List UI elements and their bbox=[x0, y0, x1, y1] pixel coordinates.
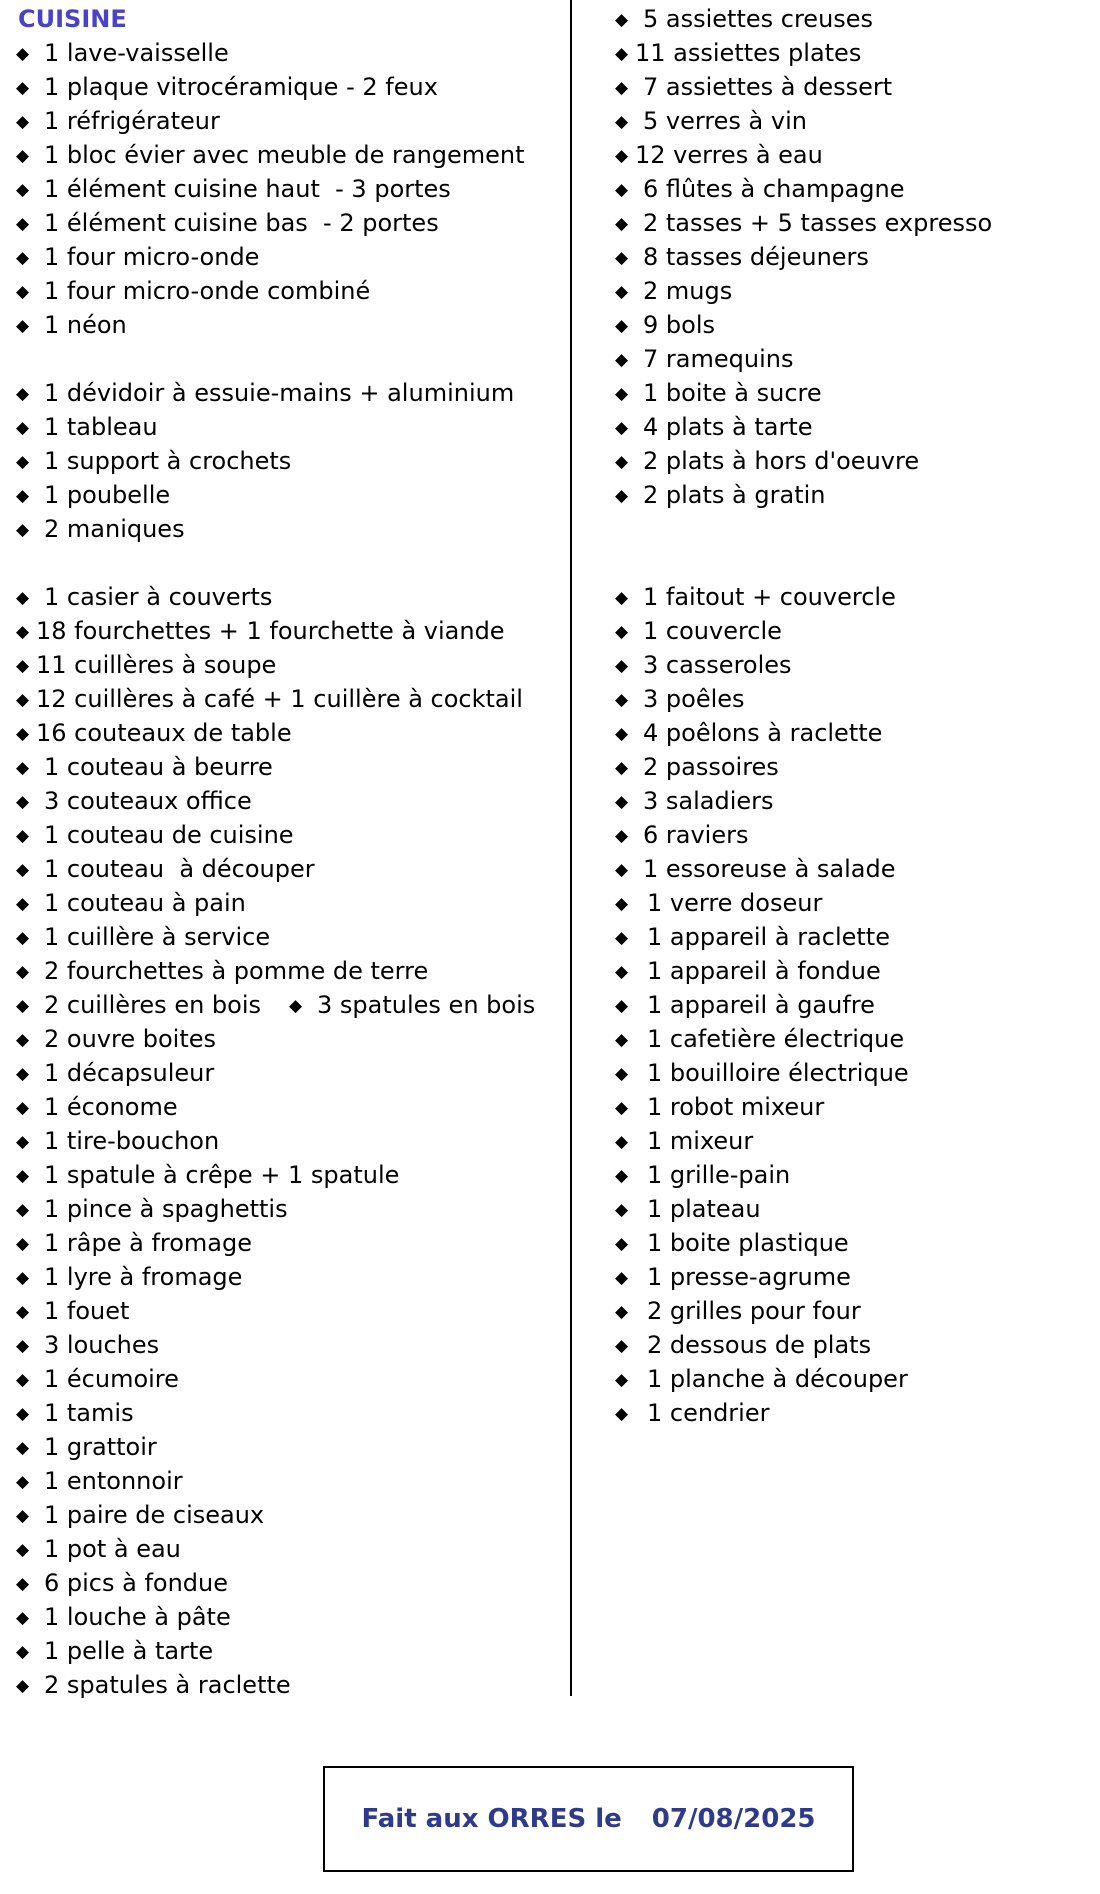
bullet-icon: ◆ bbox=[16, 996, 30, 1016]
bullet-icon: ◆ bbox=[16, 894, 30, 914]
list-item: ◆ 3 casseroles bbox=[615, 648, 1085, 682]
bullet-icon: ◆ bbox=[16, 1132, 30, 1152]
list-item: ◆ 2 fourchettes à pomme de terre bbox=[16, 954, 566, 988]
list-item: ◆ 11 assiettes plates bbox=[615, 36, 1085, 70]
bullet-icon: ◆ bbox=[16, 1064, 30, 1084]
list-item: ◆ 1 grattoir bbox=[16, 1430, 566, 1464]
bullet-icon: ◆ bbox=[16, 1438, 30, 1458]
bullet-icon: ◆ bbox=[615, 248, 629, 268]
list-item: ◆ 1 élément cuisine haut - 3 portes bbox=[16, 172, 566, 206]
list-item: ◆ 3 louches bbox=[16, 1328, 566, 1362]
list-item: ◆ 5 verres à vin bbox=[615, 104, 1085, 138]
list-item: ◆ 1 cafetière électrique bbox=[615, 1022, 1085, 1056]
list-item: ◆ 7 assiettes à dessert bbox=[615, 70, 1085, 104]
list-item: ◆ 1 boite à sucre bbox=[615, 376, 1085, 410]
bullet-icon: ◆ bbox=[615, 1234, 629, 1254]
bullet-icon: ◆ bbox=[615, 112, 629, 132]
list-item: ◆ 1 entonnoir bbox=[16, 1464, 566, 1498]
list-item: ◆ 1 dévidoir à essuie-mains + aluminium bbox=[16, 376, 566, 410]
bullet-icon: ◆ bbox=[16, 1166, 30, 1186]
list-item: ◆ 1 réfrigérateur bbox=[16, 104, 566, 138]
bullet-icon: ◆ bbox=[615, 350, 629, 370]
list-item: ◆ 1 élément cuisine bas - 2 portes bbox=[16, 206, 566, 240]
bullet-icon: ◆ bbox=[615, 860, 629, 880]
bullet-icon: ◆ bbox=[16, 928, 30, 948]
list-item: ◆ 1 lave-vaisselle bbox=[16, 36, 566, 70]
bullet-icon: ◆ bbox=[615, 282, 629, 302]
bullet-icon: ◆ bbox=[16, 622, 30, 642]
bullet-icon: ◆ bbox=[615, 656, 629, 676]
bullet-icon: ◆ bbox=[16, 690, 30, 710]
list-item: ◆ 1 lyre à fromage bbox=[16, 1260, 566, 1294]
bullet-icon: ◆ bbox=[16, 826, 30, 846]
list-item: ◆ 3 couteaux office bbox=[16, 784, 566, 818]
bullet-icon: ◆ bbox=[16, 248, 30, 268]
list-item: ◆ 9 bols bbox=[615, 308, 1085, 342]
bullet-icon: ◆ bbox=[16, 282, 30, 302]
list-item: ◆ 1 appareil à fondue bbox=[615, 954, 1085, 988]
bullet-icon: ◆ bbox=[16, 1574, 30, 1594]
list-item: ◆ 1 casier à couverts bbox=[16, 580, 566, 614]
signature-box bbox=[323, 1766, 854, 1872]
bullet-icon: ◆ bbox=[16, 1506, 30, 1526]
right-column-list bbox=[615, 2, 1085, 1430]
bullet-icon: ◆ bbox=[16, 1676, 30, 1696]
list-item: ◆ 2 grilles pour four bbox=[615, 1294, 1085, 1328]
list-item: ◆ 6 pics à fondue bbox=[16, 1566, 566, 1600]
bullet-icon: ◆ bbox=[16, 214, 30, 234]
bullet-icon: ◆ bbox=[16, 486, 30, 506]
list-item: ◆ 1 louche à pâte bbox=[16, 1600, 566, 1634]
list-item: ◆ 1 tableau bbox=[16, 410, 566, 444]
list-item: ◆ 2 passoires bbox=[615, 750, 1085, 784]
list-item: ◆ 1 tire-bouchon bbox=[16, 1124, 566, 1158]
list-item: ◆ 5 assiettes creuses bbox=[615, 2, 1085, 36]
list-item: ◆ 1 support à crochets bbox=[16, 444, 566, 478]
bullet-icon: ◆ bbox=[615, 316, 629, 336]
bullet-icon: ◆ bbox=[615, 78, 629, 98]
bullet-icon: ◆ bbox=[615, 452, 629, 472]
bullet-icon: ◆ bbox=[615, 214, 629, 234]
list-item: ◆ 1 couteau à beurre bbox=[16, 750, 566, 784]
list-item: ◆ 1 verre doseur bbox=[615, 886, 1085, 920]
bullet-icon: ◆ bbox=[16, 758, 30, 778]
list-item: ◆ 1 boite plastique bbox=[615, 1226, 1085, 1260]
bullet-icon: ◆ bbox=[615, 384, 629, 404]
list-item: ◆ 2 maniques bbox=[16, 512, 566, 546]
list-item: ◆ 1 plaque vitrocéramique - 2 feux bbox=[16, 70, 566, 104]
list-item: ◆ 7 ramequins bbox=[615, 342, 1085, 376]
bullet-icon: ◆ bbox=[16, 78, 30, 98]
bullet-icon: ◆ bbox=[615, 418, 629, 438]
list-item: ◆ 1 couvercle bbox=[615, 614, 1085, 648]
bullet-icon: ◆ bbox=[16, 1234, 30, 1254]
bullet-icon: ◆ bbox=[615, 1098, 629, 1118]
list-item: ◆ 4 plats à tarte bbox=[615, 410, 1085, 444]
bullet-icon: ◆ bbox=[16, 1608, 30, 1628]
bullet-icon: ◆ bbox=[615, 1200, 629, 1220]
bullet-icon: ◆ bbox=[16, 1200, 30, 1220]
list-item: ◆ 1 four micro-onde bbox=[16, 240, 566, 274]
bullet-icon: ◆ bbox=[615, 486, 629, 506]
list-item: ◆ 2 spatules à raclette bbox=[16, 1668, 566, 1702]
bullet-icon: ◆ bbox=[289, 996, 303, 1016]
bullet-icon: ◆ bbox=[615, 1030, 629, 1050]
list-item: ◆ 1 plateau bbox=[615, 1192, 1085, 1226]
list-item: ◆ 1 bouilloire électrique bbox=[615, 1056, 1085, 1090]
bullet-icon: ◆ bbox=[16, 1030, 30, 1050]
bullet-icon: ◆ bbox=[16, 656, 30, 676]
list-item: ◆ 1 économe bbox=[16, 1090, 566, 1124]
list-item: ◆ 1 paire de ciseaux bbox=[16, 1498, 566, 1532]
list-item: ◆ 2 cuillères en bois ◆ 3 spatules en bois bbox=[16, 988, 566, 1022]
bullet-icon: ◆ bbox=[615, 146, 629, 166]
list-item: ◆ 1 poubelle bbox=[16, 478, 566, 512]
bullet-icon: ◆ bbox=[16, 962, 30, 982]
bullet-icon: ◆ bbox=[615, 826, 629, 846]
bullet-icon: ◆ bbox=[615, 724, 629, 744]
list-item: ◆ 12 cuillères à café + 1 cuillère à cocktail bbox=[16, 682, 566, 716]
bullet-icon: ◆ bbox=[615, 996, 629, 1016]
list-item: ◆ 1 couteau à découper bbox=[16, 852, 566, 886]
bullet-icon: ◆ bbox=[615, 894, 629, 914]
list-item: ◆ 3 saladiers bbox=[615, 784, 1085, 818]
bullet-icon: ◆ bbox=[16, 452, 30, 472]
bullet-icon: ◆ bbox=[16, 316, 30, 336]
list-item: ◆ 1 décapsuleur bbox=[16, 1056, 566, 1090]
list-item: ◆ 1 râpe à fromage bbox=[16, 1226, 566, 1260]
bullet-icon: ◆ bbox=[16, 418, 30, 438]
list-item: ◆ 1 pince à spaghettis bbox=[16, 1192, 566, 1226]
list-item: ◆ 2 ouvre boites bbox=[16, 1022, 566, 1056]
bullet-icon: ◆ bbox=[615, 588, 629, 608]
bullet-icon: ◆ bbox=[16, 112, 30, 132]
list-item: ◆ 3 poêles bbox=[615, 682, 1085, 716]
list-item: ◆ 1 couteau à pain bbox=[16, 886, 566, 920]
list-item: ◆ 1 planche à découper bbox=[615, 1362, 1085, 1396]
list-item: ◆ 1 néon bbox=[16, 308, 566, 342]
list-item: ◆ 2 plats à gratin bbox=[615, 478, 1085, 512]
bullet-icon: ◆ bbox=[16, 860, 30, 880]
bullet-icon: ◆ bbox=[16, 1540, 30, 1560]
list-item: ◆ 1 grille-pain bbox=[615, 1158, 1085, 1192]
list-item: ◆ 16 couteaux de table bbox=[16, 716, 566, 750]
list-item: ◆ 2 mugs bbox=[615, 274, 1085, 308]
list-item: ◆ 2 tasses + 5 tasses expresso bbox=[615, 206, 1085, 240]
list-item: ◆ 12 verres à eau bbox=[615, 138, 1085, 172]
list-spacer bbox=[16, 546, 566, 580]
list-item: ◆ 1 mixeur bbox=[615, 1124, 1085, 1158]
list-item: ◆ 4 poêlons à raclette bbox=[615, 716, 1085, 750]
list-item: ◆ 1 spatule à crêpe + 1 spatule bbox=[16, 1158, 566, 1192]
bullet-icon: ◆ bbox=[16, 1268, 30, 1288]
list-spacer bbox=[615, 512, 1085, 546]
list-item: ◆ 1 fouet bbox=[16, 1294, 566, 1328]
bullet-icon: ◆ bbox=[615, 792, 629, 812]
bullet-icon: ◆ bbox=[615, 622, 629, 642]
list-spacer bbox=[615, 546, 1085, 580]
list-item: ◆ 1 appareil à gaufre bbox=[615, 988, 1085, 1022]
list-item: ◆ 1 cuillère à service bbox=[16, 920, 566, 954]
list-item: ◆ 1 cendrier bbox=[615, 1396, 1085, 1430]
bullet-icon: ◆ bbox=[615, 962, 629, 982]
bullet-icon: ◆ bbox=[16, 792, 30, 812]
list-item: ◆ 2 plats à hors d'oeuvre bbox=[615, 444, 1085, 478]
bullet-icon: ◆ bbox=[615, 1064, 629, 1084]
bullet-icon: ◆ bbox=[16, 44, 30, 64]
bullet-icon: ◆ bbox=[615, 10, 629, 30]
bullet-icon: ◆ bbox=[16, 1098, 30, 1118]
list-item: ◆ 1 couteau de cuisine bbox=[16, 818, 566, 852]
bullet-icon: ◆ bbox=[615, 928, 629, 948]
bullet-icon: ◆ bbox=[615, 758, 629, 778]
list-item: ◆ 6 flûtes à champagne bbox=[615, 172, 1085, 206]
list-item: ◆ 6 raviers bbox=[615, 818, 1085, 852]
list-item: ◆ 1 faitout + couvercle bbox=[615, 580, 1085, 614]
list-item: ◆ 1 presse-agrume bbox=[615, 1260, 1085, 1294]
bullet-icon: ◆ bbox=[615, 1336, 629, 1356]
bullet-icon: ◆ bbox=[16, 1404, 30, 1424]
bullet-icon: ◆ bbox=[16, 588, 30, 608]
list-item: ◆ 1 appareil à raclette bbox=[615, 920, 1085, 954]
list-item: ◆ 1 essoreuse à salade bbox=[615, 852, 1085, 886]
signature-text: Fait aux ORRES le bbox=[361, 1804, 622, 1834]
list-spacer bbox=[16, 342, 566, 376]
column-divider bbox=[570, 0, 572, 1696]
bullet-icon: ◆ bbox=[615, 180, 629, 200]
list-item: ◆ 1 robot mixeur bbox=[615, 1090, 1085, 1124]
bullet-icon: ◆ bbox=[16, 1642, 30, 1662]
list-item: ◆ 11 cuillères à soupe bbox=[16, 648, 566, 682]
list-item: ◆ 1 tamis bbox=[16, 1396, 566, 1430]
bullet-icon: ◆ bbox=[16, 146, 30, 166]
bullet-icon: ◆ bbox=[16, 1472, 30, 1492]
bullet-icon: ◆ bbox=[615, 1166, 629, 1186]
bullet-icon: ◆ bbox=[16, 1336, 30, 1356]
list-item: ◆ 1 four micro-onde combiné bbox=[16, 274, 566, 308]
bullet-icon: ◆ bbox=[16, 384, 30, 404]
bullet-icon: ◆ bbox=[16, 1302, 30, 1322]
bullet-icon: ◆ bbox=[16, 520, 30, 540]
bullet-icon: ◆ bbox=[615, 1268, 629, 1288]
section-title: CUISINE bbox=[18, 5, 127, 33]
signature-date: 07/08/2025 bbox=[651, 1804, 816, 1834]
list-item: ◆ 18 fourchettes + 1 fourchette à viande bbox=[16, 614, 566, 648]
list-item: ◆ 1 écumoire bbox=[16, 1362, 566, 1396]
list-item: ◆ 8 tasses déjeuners bbox=[615, 240, 1085, 274]
list-item: ◆ 2 dessous de plats bbox=[615, 1328, 1085, 1362]
bullet-icon: ◆ bbox=[16, 1370, 30, 1390]
bullet-icon: ◆ bbox=[615, 1404, 629, 1424]
bullet-icon: ◆ bbox=[16, 180, 30, 200]
list-item: ◆ 1 pot à eau bbox=[16, 1532, 566, 1566]
left-column-list bbox=[16, 36, 566, 1702]
bullet-icon: ◆ bbox=[615, 1132, 629, 1152]
bullet-icon: ◆ bbox=[615, 44, 629, 64]
list-item: ◆ 1 bloc évier avec meuble de rangement bbox=[16, 138, 566, 172]
bullet-icon: ◆ bbox=[615, 1370, 629, 1390]
bullet-icon: ◆ bbox=[615, 1302, 629, 1322]
bullet-icon: ◆ bbox=[16, 724, 30, 744]
list-item: ◆ 1 pelle à tarte bbox=[16, 1634, 566, 1668]
bullet-icon: ◆ bbox=[615, 690, 629, 710]
